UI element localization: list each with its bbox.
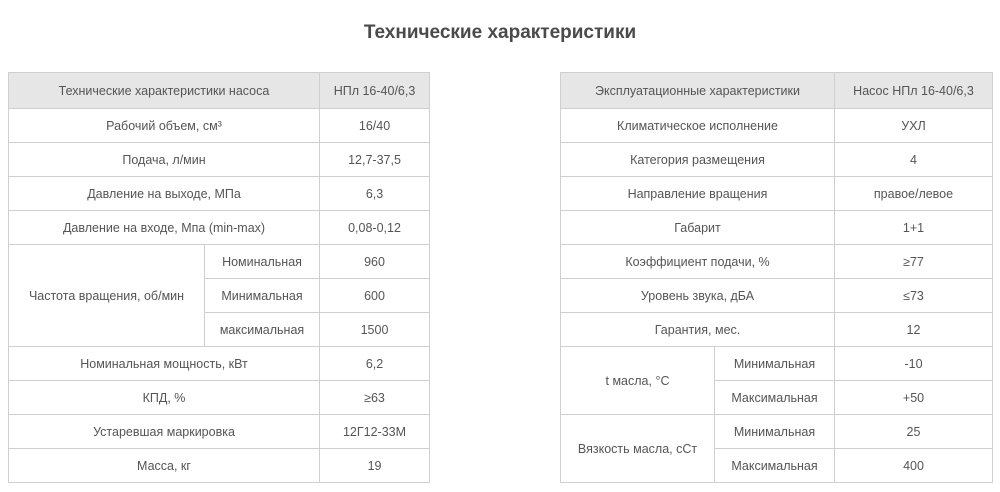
row-sublabel: Максимальная [715, 449, 835, 483]
operational-specs-table [560, 72, 993, 483]
row-label: Давление на выходе, МПа [9, 177, 320, 211]
row-label: Масса, кг [9, 449, 320, 483]
row-label: Коэффициент подачи, % [561, 245, 835, 279]
row-value: 4 [835, 143, 993, 177]
row-value: 0,08-0,12 [320, 211, 430, 245]
group-label: Вязкость масла, сСт [561, 415, 715, 483]
table-row [9, 211, 430, 245]
table-header-row [561, 73, 993, 109]
row-value: 1+1 [835, 211, 993, 245]
group-label: t масла, °С [561, 347, 715, 415]
row-label: Категория размещения [561, 143, 835, 177]
row-value: 12,7-37,5 [320, 143, 430, 177]
table-row [561, 245, 993, 279]
row-sublabel: максимальная [205, 313, 320, 347]
table-row [561, 109, 993, 143]
table-row [9, 109, 430, 143]
row-value: ≥77 [835, 245, 993, 279]
table-row [9, 415, 430, 449]
row-value: 25 [835, 415, 993, 449]
row-value: ≥63 [320, 381, 430, 415]
row-label: Климатическое исполнение [561, 109, 835, 143]
table-row [9, 449, 430, 483]
header-cell: НПл 16-40/6,3 [320, 73, 430, 109]
group-label: Частота вращения, об/мин [9, 245, 205, 347]
row-value: ≤73 [835, 279, 993, 313]
row-value: -10 [835, 347, 993, 381]
row-value: 6,3 [320, 177, 430, 211]
table-header-row [9, 73, 430, 109]
row-sublabel: Минимальная [715, 415, 835, 449]
row-value: 12 [835, 313, 993, 347]
table-row [561, 279, 993, 313]
row-value: 16/40 [320, 109, 430, 143]
row-label: Номинальная мощность, кВт [9, 347, 320, 381]
row-value: 400 [835, 449, 993, 483]
row-value: 1500 [320, 313, 430, 347]
row-value: 12Г12-33М [320, 415, 430, 449]
table-row [561, 211, 993, 245]
row-value: УХЛ [835, 109, 993, 143]
table-row [9, 245, 430, 279]
table-row [561, 415, 993, 449]
row-value: правое/левое [835, 177, 993, 211]
header-cell: Технические характеристики насоса [9, 73, 320, 109]
row-value: 960 [320, 245, 430, 279]
table-row [561, 347, 993, 381]
row-label: Направление вращения [561, 177, 835, 211]
row-label: Гарантия, мес. [561, 313, 835, 347]
table-row [561, 313, 993, 347]
row-label: Габарит [561, 211, 835, 245]
row-sublabel: Максимальная [715, 381, 835, 415]
header-cell: Эксплуатационные характеристики [561, 73, 835, 109]
row-label: Уровень звука, дБА [561, 279, 835, 313]
row-sublabel: Минимальная [205, 279, 320, 313]
pump-specs-table [8, 72, 430, 483]
table-row [9, 347, 430, 381]
row-label: Давление на входе, Мпа (min-max) [9, 211, 320, 245]
row-label: Подача, л/мин [9, 143, 320, 177]
row-sublabel: Минимальная [715, 347, 835, 381]
row-label: Рабочий объем, см³ [9, 109, 320, 143]
table-row [9, 177, 430, 211]
page-title: Технические характеристики [363, 22, 637, 43]
row-value: 19 [320, 449, 430, 483]
table-row [561, 143, 993, 177]
row-label: КПД, % [9, 381, 320, 415]
row-value: 6,2 [320, 347, 430, 381]
table-row [9, 381, 430, 415]
header-cell: Насос НПл 16-40/6,3 [835, 73, 993, 109]
row-sublabel: Номинальная [205, 245, 320, 279]
row-value: +50 [835, 381, 993, 415]
table-row [9, 143, 430, 177]
table-row [561, 177, 993, 211]
row-label: Устаревшая маркировка [9, 415, 320, 449]
row-value: 600 [320, 279, 430, 313]
